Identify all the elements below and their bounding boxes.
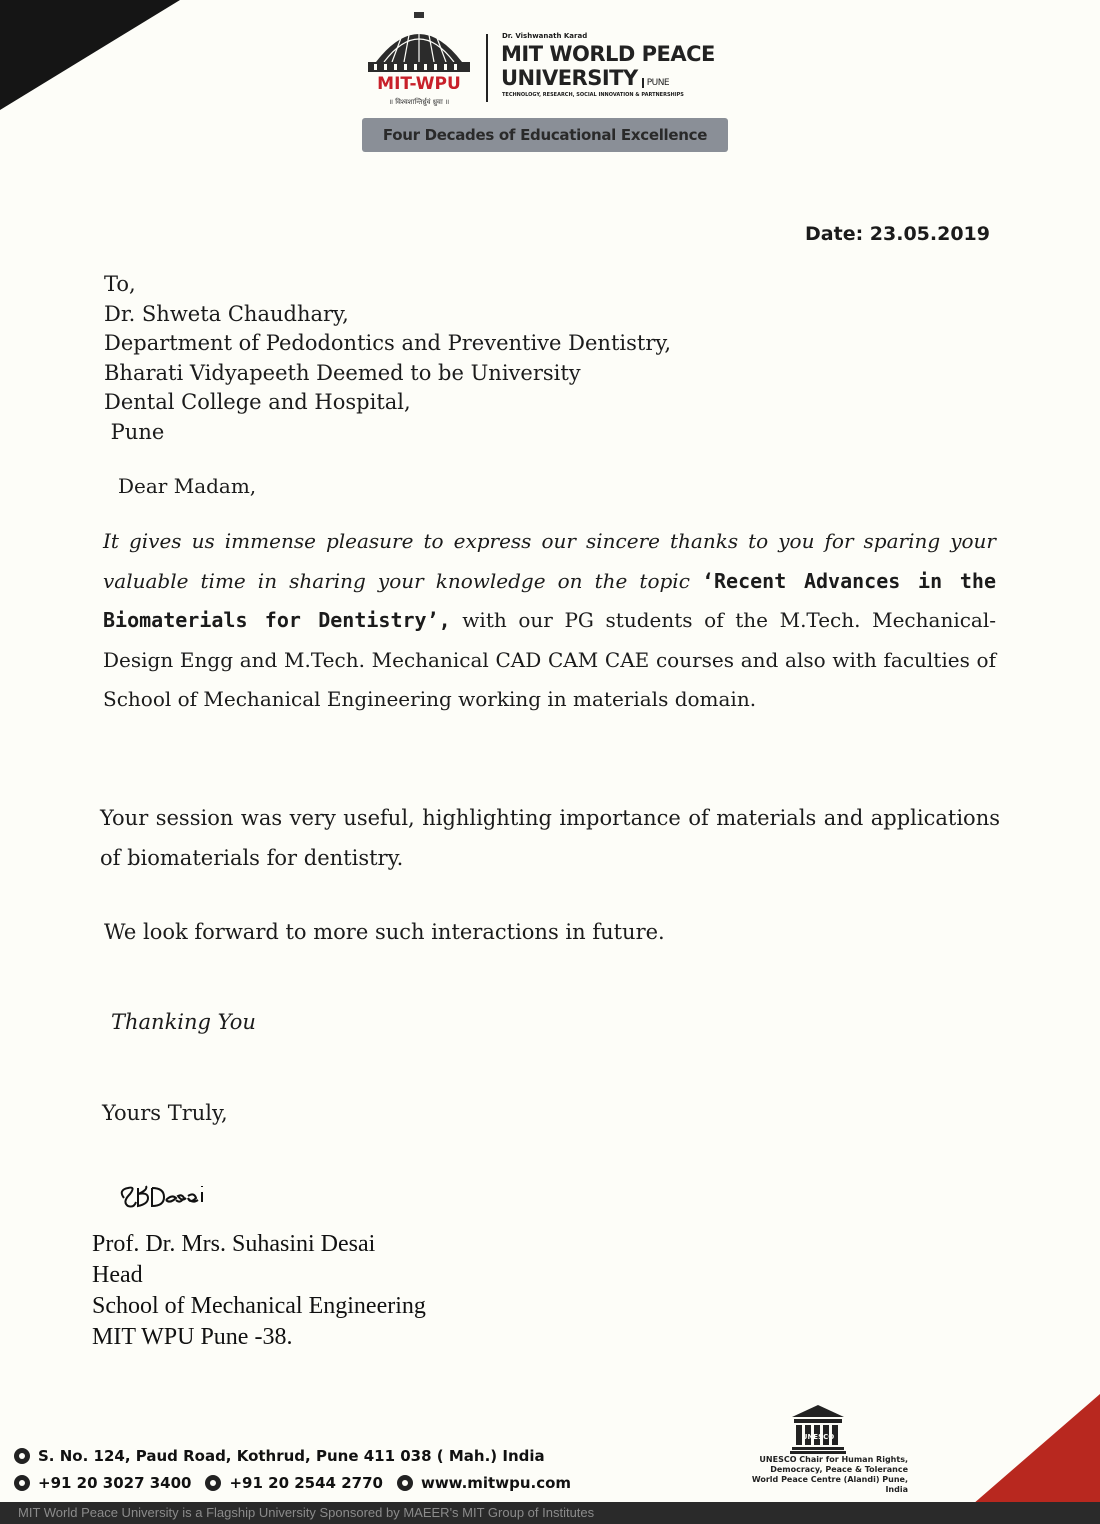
- phone-icon: [14, 1475, 30, 1491]
- corner-decoration-top-left: [0, 0, 180, 110]
- university-motto: TECHNOLOGY, RESEARCH, SOCIAL INNOVATION & PARTNERSHIPS: [502, 92, 684, 98]
- university-city: PUNE: [642, 78, 669, 88]
- unesco-line: World Peace Centre (Alandi) Pune, India: [751, 1475, 908, 1494]
- signature-icon: [114, 1168, 244, 1218]
- topic-title: ‘Recent Advances in the Biomaterials for Dentistry’,: [103, 568, 996, 632]
- fax-icon: [205, 1475, 221, 1491]
- address-line: Dental College and Hospital,: [104, 390, 411, 414]
- logo-tagline: ॥ विश्वशान्तिर्ध्रुवं ध्रुवा ॥: [388, 98, 450, 106]
- address-line: Dr. Shweta Chaudhary,: [104, 301, 349, 326]
- signer-institution: MIT WPU Pune -38.: [92, 1324, 293, 1350]
- body-paragraph-future: We look forward to more such interactions in future.: [104, 920, 665, 944]
- signer-block: [92, 1229, 426, 1353]
- letter-footer: [14, 1442, 571, 1496]
- footer-phone-2: +91 20 2544 2770: [229, 1473, 383, 1492]
- university-name-line2: [501, 66, 669, 90]
- signer-title: Head: [92, 1262, 143, 1288]
- address-line: Department of Pedodontics and Preventive Dentistry,: [104, 331, 672, 355]
- address-line: Bharati Vidyapeeth Deemed to be University: [104, 360, 581, 385]
- university-prefix: Dr. Vishwanath Karad: [502, 32, 588, 40]
- bottom-strip-text: MIT World Peace University is a Flagship University Sponsored by MAEER's MIT Group of Institutes: [18, 1505, 595, 1520]
- footer-phone-1: +91 20 3027 3400: [38, 1473, 192, 1492]
- letterhead: [360, 12, 740, 162]
- unesco-caption: [728, 1455, 908, 1495]
- university-name-word: UNIVERSITY: [501, 66, 638, 90]
- university-name-line1: MIT WORLD PEACE: [501, 42, 715, 66]
- unesco-line: UNESCO Chair for Human Rights,: [759, 1455, 908, 1464]
- address-line: Pune: [104, 419, 165, 444]
- footer-address-row: [14, 1442, 571, 1469]
- header-divider: [486, 34, 488, 102]
- bottom-strip: [0, 1502, 1100, 1524]
- excellence-banner: Four Decades of Educational Excellence: [362, 118, 728, 152]
- footer-website[interactable]: www.mitwpu.com: [420, 1473, 572, 1492]
- body-paragraph-thanks: [103, 522, 996, 720]
- para1-rest: with our PG students of the M.Tech. Mechanical-Design Engg and M.Tech. Mechanical CAD CAM CAE courses and also with faculties of School of Mechanical Engineering working in materials domain.: [103, 608, 996, 711]
- salutation: Dear Madam,: [118, 474, 257, 498]
- signer-department: School of Mechanical Engineering: [92, 1293, 426, 1319]
- globe-icon: [397, 1475, 413, 1491]
- unesco-temple-icon: [788, 1403, 848, 1455]
- unesco-block: [728, 1403, 908, 1495]
- recipient-address: [104, 270, 671, 447]
- footer-contact-row: [14, 1469, 571, 1496]
- closing-line: Thanking You: [111, 1010, 256, 1034]
- unesco-logo-text: UNESCO: [801, 1433, 835, 1441]
- location-pin-icon: [14, 1448, 30, 1464]
- regards-line: Yours Truly,: [102, 1101, 228, 1125]
- signer-name: Prof. Dr. Mrs. Suhasini Desai: [92, 1231, 376, 1257]
- para1-intro: It gives us immense pleasure to express our sincere thanks to you for sparing your valuable time in sharing your knowledge on the topic: [103, 529, 996, 593]
- address-line: To,: [104, 272, 136, 296]
- dome-logo-icon: [364, 12, 474, 74]
- unesco-line: Democracy, Peace & Tolerance: [770, 1465, 908, 1474]
- letter-date: Date: 23.05.2019: [805, 223, 990, 245]
- footer-address: S. No. 124, Paud Road, Kothrud, Pune 411 038 ( Mah.) India: [38, 1446, 545, 1465]
- logo-wordmark: MIT-WPU: [377, 74, 461, 94]
- body-paragraph-session: Your session was very useful, highlighting importance of materials and applications of biomaterials for dentistry.: [100, 806, 1000, 870]
